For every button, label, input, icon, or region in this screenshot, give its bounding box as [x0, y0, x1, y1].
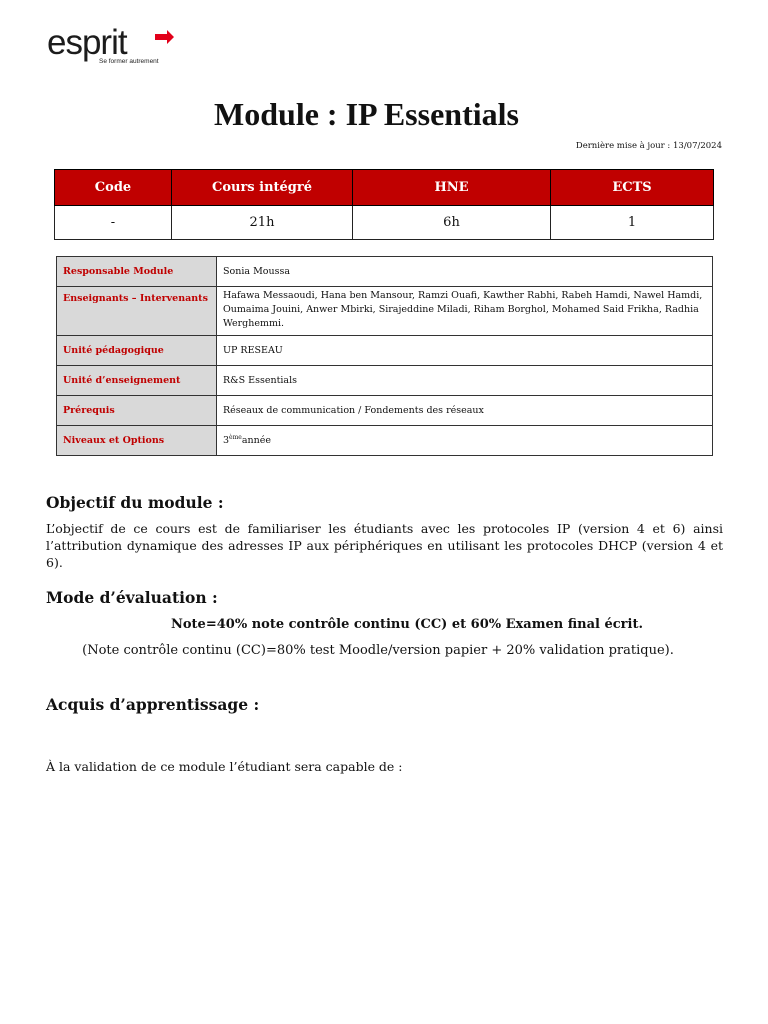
table-row	[57, 426, 713, 456]
logo-wordmark: esprit	[47, 23, 127, 62]
red-arrow-icon	[153, 30, 175, 46]
info-value	[217, 426, 713, 456]
header-cell: ECTS	[551, 170, 714, 206]
level-number: 3	[223, 435, 230, 447]
info-value: Sonia Moussa	[217, 257, 713, 287]
value-cell: 1	[551, 206, 714, 240]
info-key: Responsable Module	[57, 257, 217, 287]
info-key: Prérequis	[57, 396, 217, 426]
info-value: Hafawa Messaoudi, Hana ben Mansour, Ramzi Ouafi, Kawther Rabhi, Rabeh Hamdi, Nawel Hamdi, Oumaima Jouini, Anwer Mbirki, Sirajeddine Miladi, Riham Borghol, Mohamed Said Frikha, Radhia Werghemmi.	[217, 287, 713, 336]
objective-text: L’objectif de ce cours est de familiariser les étudiants avec les protocoles IP (version 4 et 6) ainsi l’attribution dynamique des adresses IP aux périphériques en utilisant les protocoles DHCP (version 4 et 6).	[46, 521, 723, 570]
header-cell: HNE	[353, 170, 551, 206]
info-value: Réseaux de communication / Fondements des réseaux	[217, 396, 713, 426]
info-key: Enseignants – Intervenants	[57, 287, 217, 336]
table-row	[57, 366, 713, 396]
logo-tagline: Se former autrement	[99, 58, 159, 65]
table-row	[57, 396, 713, 426]
outcomes-intro: À la validation de ce module l’étudiant sera capable de :	[46, 759, 403, 774]
info-value: UP RESEAU	[217, 336, 713, 366]
table-row	[57, 287, 713, 336]
info-value: R&S Essentials	[217, 366, 713, 396]
evaluation-heading: Mode d’évaluation :	[46, 588, 218, 607]
page-title: Module : IP Essentials	[214, 96, 519, 132]
value-cell: -	[55, 206, 172, 240]
info-table	[56, 256, 713, 456]
evaluation-formula: Note=40% note contrôle continu (CC) et 60% Examen final écrit.	[171, 617, 643, 632]
level-suffix: ème	[229, 434, 242, 442]
info-key: Niveaux et Options	[57, 426, 217, 456]
esprit-logo	[47, 23, 177, 70]
last-update: Dernière mise à jour : 13/07/2024	[575, 141, 722, 151]
header-cell: Cours intégré	[172, 170, 353, 206]
objective-heading: Objectif du module :	[46, 493, 224, 512]
header-cell: Code	[55, 170, 172, 206]
outcomes-heading: Acquis d’apprentissage :	[46, 695, 260, 714]
value-cell: 6h	[353, 206, 551, 240]
summary-table	[54, 169, 714, 240]
table-row	[57, 257, 713, 287]
summary-value-row	[55, 206, 714, 240]
info-key: Unité d’enseignement	[57, 366, 217, 396]
info-key: Unité pédagogique	[57, 336, 217, 366]
evaluation-detail: (Note contrôle continu (CC)=80% test Moodle/version papier + 20% validation pratique).	[82, 643, 674, 658]
summary-header-row	[55, 170, 714, 206]
value-cell: 21h	[172, 206, 353, 240]
level-word: année	[241, 435, 271, 447]
table-row	[57, 336, 713, 366]
